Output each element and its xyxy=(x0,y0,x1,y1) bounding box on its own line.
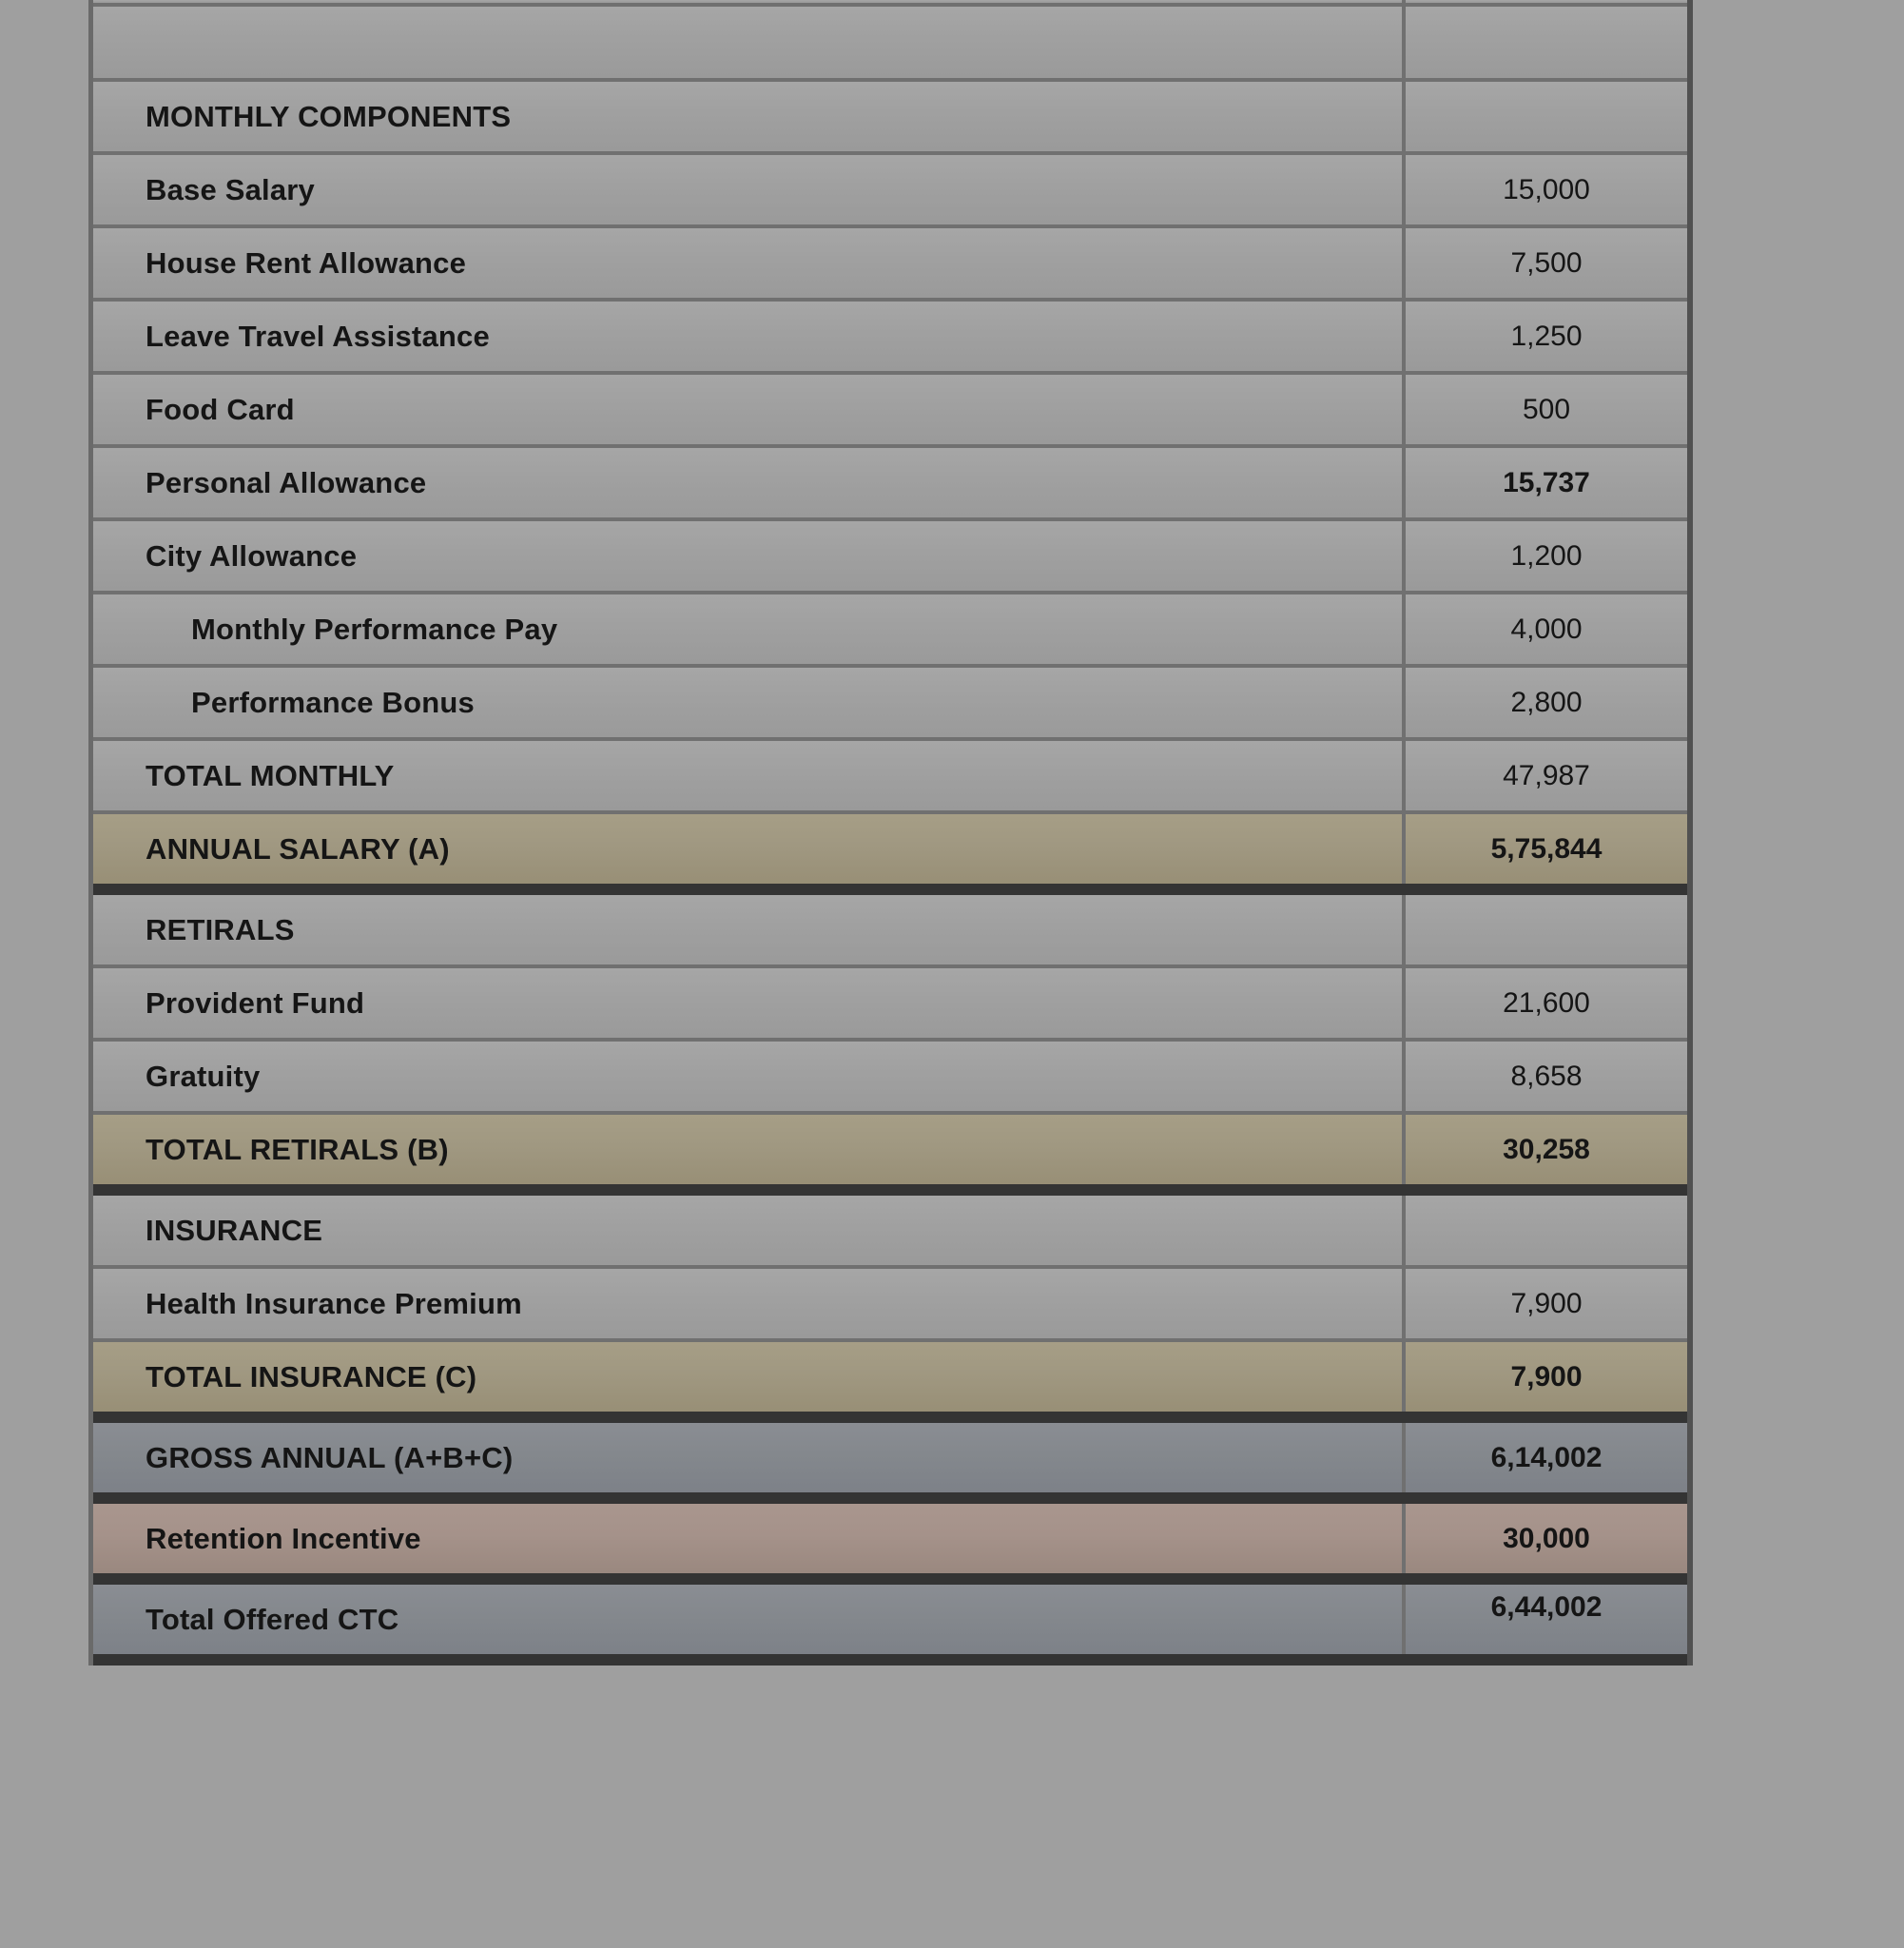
row-label: Personal Allowance xyxy=(146,465,427,499)
row-label: Food Card xyxy=(146,392,295,426)
row-annual-salary-a xyxy=(93,814,1687,895)
row-value: 15,000 xyxy=(1402,155,1687,224)
row-value: 6,14,002 xyxy=(1402,1423,1687,1492)
row-monthly-components-header xyxy=(93,82,1687,155)
row-label: Base Salary xyxy=(146,172,315,206)
row-value: 7,500 xyxy=(1402,228,1687,298)
salary-breakdown-table xyxy=(88,0,1693,1666)
row-city-allowance xyxy=(93,521,1687,594)
row-label: Performance Bonus xyxy=(191,685,475,719)
row-health-insurance-premium xyxy=(93,1269,1687,1342)
row-value: 1,200 xyxy=(1402,521,1687,591)
row-value: 500 xyxy=(1402,375,1687,444)
row-total-insurance-c xyxy=(93,1342,1687,1423)
row-label: TOTAL MONTHLY xyxy=(146,758,395,792)
row-personal-allowance xyxy=(93,448,1687,521)
row-total-retirals-b xyxy=(93,1115,1687,1196)
row-total-offered-ctc xyxy=(93,1585,1687,1666)
row-label: TOTAL RETIRALS (B) xyxy=(146,1132,449,1166)
row-value: 30,258 xyxy=(1402,1115,1687,1184)
row-base-salary xyxy=(93,155,1687,228)
row-value: 2,800 xyxy=(1402,668,1687,737)
row-retention-incentive xyxy=(93,1504,1687,1585)
row-label: TOTAL INSURANCE (C) xyxy=(146,1359,477,1393)
row-value: 7,900 xyxy=(1402,1342,1687,1412)
row-value xyxy=(1402,82,1687,151)
row-label: MONTHLY COMPONENTS xyxy=(146,99,512,133)
row-label xyxy=(93,0,1402,3)
row-value: 1,250 xyxy=(1402,302,1687,371)
row-value: 47,987 xyxy=(1402,741,1687,810)
row-label: Total Offered CTC xyxy=(146,1602,399,1636)
row-label: Leave Travel Assistance xyxy=(146,319,490,353)
row-value: 6,44,002 xyxy=(1402,1585,1687,1654)
row-label: INSURANCE xyxy=(146,1213,323,1247)
row-label: Provident Fund xyxy=(146,985,365,1020)
row-provident-fund xyxy=(93,968,1687,1042)
row-leave-travel-assistance xyxy=(93,302,1687,375)
row-label: Gratuity xyxy=(146,1059,261,1093)
row-label: RETIRALS xyxy=(146,912,295,946)
row-gross-annual xyxy=(93,1423,1687,1504)
row-value xyxy=(1402,895,1687,964)
row-label: GROSS ANNUAL (A+B+C) xyxy=(146,1440,514,1474)
row-label: Retention Incentive xyxy=(146,1521,421,1555)
row-value: 5,75,844 xyxy=(1402,814,1687,884)
row-value: 8,658 xyxy=(1402,1042,1687,1111)
row-insurance-header xyxy=(93,1196,1687,1269)
row-value: 15,737 xyxy=(1402,448,1687,517)
row-label: Health Insurance Premium xyxy=(146,1286,522,1320)
row-label: House Rent Allowance xyxy=(146,245,467,280)
row-retirals-header xyxy=(93,895,1687,968)
row-label: City Allowance xyxy=(146,538,358,573)
row-food-card xyxy=(93,375,1687,448)
row-value: 21,600 xyxy=(1402,968,1687,1038)
row-label: ANNUAL SALARY (A) xyxy=(146,831,450,866)
row-value: 30,000 xyxy=(1402,1504,1687,1573)
table-row-empty xyxy=(93,7,1687,82)
row-value xyxy=(1402,7,1687,78)
row-performance-bonus xyxy=(93,668,1687,741)
row-value xyxy=(1402,0,1687,3)
row-house-rent-allowance xyxy=(93,228,1687,302)
row-value xyxy=(1402,1196,1687,1265)
row-label xyxy=(93,7,1402,78)
row-value: 7,900 xyxy=(1402,1269,1687,1338)
row-value: 4,000 xyxy=(1402,594,1687,664)
row-total-monthly xyxy=(93,741,1687,814)
row-monthly-performance-pay xyxy=(93,594,1687,668)
row-gratuity xyxy=(93,1042,1687,1115)
row-label: Monthly Performance Pay xyxy=(191,612,558,646)
table-row-top-sliver xyxy=(93,0,1687,7)
